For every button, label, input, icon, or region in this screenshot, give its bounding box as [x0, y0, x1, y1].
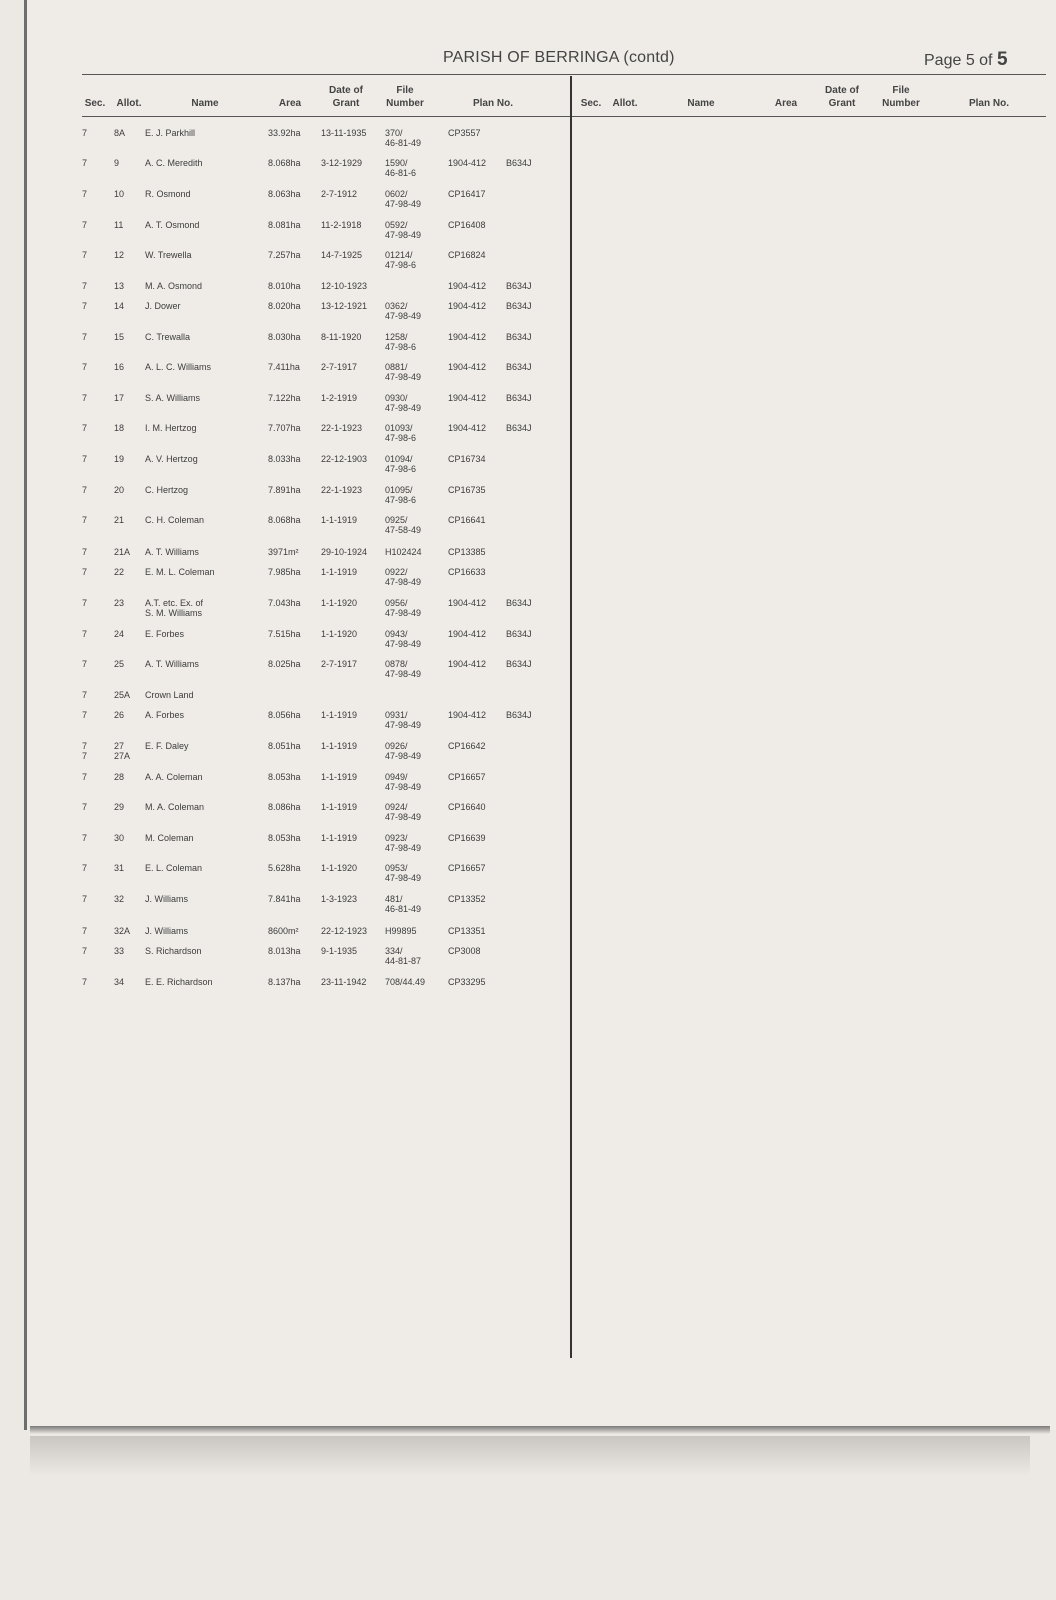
cell-plan: CP16642 [448, 741, 486, 751]
cell-plan: CP13351 [448, 926, 486, 936]
cell-file: 334/ 44-81-87 [385, 946, 422, 966]
cell-sec: 7 [82, 926, 88, 936]
cell-sec: 7 [82, 710, 88, 720]
right-col-header-allot: Allot. [612, 98, 638, 109]
right-col-header-area: Area [774, 98, 798, 109]
cell-area: 7.122ha [268, 393, 301, 403]
cell-plan-sheet: B634J [506, 301, 532, 311]
cell-date: 13-11-1935 [321, 128, 367, 138]
cell-plan: CP3008 [448, 946, 481, 956]
right-col-header-file [873, 84, 929, 110]
cell-area: 7.411ha [268, 362, 300, 372]
cell-name: J. Williams [145, 926, 188, 936]
cell-area: 33.92ha [268, 128, 301, 138]
left-col-header-date [318, 84, 374, 110]
cell-file: 481/ 46-81-49 [385, 894, 422, 914]
cell-date: 22-1-1923 [321, 485, 363, 495]
cell-sec: 7 [82, 863, 88, 873]
cell-area: 7.841ha [268, 894, 301, 904]
cell-file: 370/ 46-81-49 [385, 128, 422, 148]
right-col-header-date-line2: Grant [828, 98, 856, 109]
cell-plan: CP16824 [448, 250, 486, 260]
cell-allot: 12 [114, 250, 125, 260]
cell-file: 0878/ 47-98-49 [385, 659, 422, 679]
cell-date: 1-1-1919 [321, 515, 358, 525]
cell-allot: 18 [114, 423, 125, 433]
cell-file: 0923/ 47-98-49 [385, 833, 422, 853]
cell-plan: CP16657 [448, 772, 486, 782]
cell-sec: 7 [82, 772, 88, 782]
cell-file: 01214/ 47-98-6 [385, 250, 417, 270]
cell-area: 8.053ha [268, 772, 301, 782]
cell-plan: 1904-412 [448, 332, 487, 342]
cell-allot: 33 [114, 946, 125, 956]
cell-date: 9-1-1935 [321, 946, 358, 956]
cell-file: 01094/ 47-98-6 [385, 454, 417, 474]
cell-file: 0953/ 47-98-49 [385, 863, 422, 883]
cell-date: 2-7-1917 [321, 362, 358, 372]
cell-plan-sheet: B634J [506, 598, 532, 608]
cell-area: 8.137ha [268, 977, 301, 987]
cell-name: E. E. Richardson [145, 977, 213, 987]
cell-area: 8600m² [268, 926, 299, 936]
right-col-header-file-line2: Number [882, 98, 920, 109]
cell-plan: 1904-412 [448, 598, 487, 608]
cell-allot: 31 [114, 863, 125, 873]
cell-area: 7.891ha [268, 485, 301, 495]
cell-sec: 7 [82, 833, 88, 843]
cell-area: 7.515ha [268, 629, 301, 639]
cell-sec: 7 [82, 332, 88, 342]
cell-name: A. T. Williams [145, 547, 199, 557]
cell-name: A. V. Hertzog [145, 454, 198, 464]
cell-sec: 7 [82, 362, 88, 372]
cell-plan: CP16640 [448, 802, 486, 812]
cell-name: A. Forbes [145, 710, 185, 720]
cell-name: C. H. Coleman [145, 515, 205, 525]
cell-allot: 30 [114, 833, 125, 843]
cell-area: 8.030ha [268, 332, 301, 342]
cell-date: 1-1-1919 [321, 772, 358, 782]
cell-name: I. M. Hertzog [145, 423, 197, 433]
cell-sec: 7 [82, 802, 88, 812]
cell-sec: 7 [82, 189, 88, 199]
cell-allot: 27 27A [114, 741, 131, 761]
cell-allot: 9 [114, 158, 120, 168]
cell-date: 1-1-1919 [321, 567, 358, 577]
cell-plan-sheet: B634J [506, 710, 532, 720]
column-divider [570, 76, 572, 1358]
right-col-header-date-line1: Date of [825, 85, 859, 96]
cell-file: 0592/ 47-98-49 [385, 220, 422, 240]
cell-name: A. A. Coleman [145, 772, 203, 782]
cell-allot: 15 [114, 332, 125, 342]
left-col-header-plan: Plan No. [472, 98, 513, 109]
cell-allot: 13 [114, 281, 125, 291]
header-bottom-rule [82, 116, 1046, 117]
cell-allot: 21 [114, 515, 125, 525]
cell-date: 1-1-1920 [321, 629, 358, 639]
cell-file: 0930/ 47-98-49 [385, 393, 422, 413]
cell-file: 0926/ 47-98-49 [385, 741, 422, 761]
left-col-header-file-line2: Number [386, 98, 424, 109]
cell-name: M. A. Osmond [145, 281, 203, 291]
page-indicator [924, 49, 1008, 71]
cell-name: A. C. Meredith [145, 158, 203, 168]
cell-name: M. A. Coleman [145, 802, 205, 812]
cell-date: 22-12-1923 [321, 926, 368, 936]
cell-name: J. Dower [145, 301, 181, 311]
right-col-header-date [814, 84, 870, 110]
cell-date: 1-1-1920 [321, 863, 358, 873]
cell-date: 13-12-1921 [321, 301, 368, 311]
sheet-edge-shadow [30, 1426, 1050, 1434]
cell-plan: 1904-412 [448, 393, 487, 403]
cell-allot: 21A [114, 547, 131, 557]
cell-name: R. Osmond [145, 189, 191, 199]
cell-plan-sheet: B634J [506, 158, 532, 168]
cell-file: 0924/ 47-98-49 [385, 802, 422, 822]
cell-plan: CP16734 [448, 454, 486, 464]
cell-allot: 11 [114, 220, 124, 230]
cell-area: 8.068ha [268, 515, 301, 525]
cell-sec: 7 [82, 423, 88, 433]
cell-area: 8.086ha [268, 802, 301, 812]
cell-area: 8.010ha [268, 281, 301, 291]
cell-name: E. J. Parkhill [145, 128, 196, 138]
cell-allot: 26 [114, 710, 125, 720]
cell-date: 3-12-1929 [321, 158, 363, 168]
cell-name: C. Trewalla [145, 332, 191, 342]
cell-date: 1-1-1920 [321, 598, 358, 608]
left-col-header-date-line2: Grant [332, 98, 360, 109]
cell-plan: 1904-412 [448, 659, 487, 669]
cell-name: A. T. Williams [145, 659, 199, 669]
cell-plan-sheet: B634J [506, 332, 532, 342]
cell-allot: 17 [114, 393, 125, 403]
cell-plan: CP16641 [448, 515, 486, 525]
cell-plan: 1904-412 [448, 629, 487, 639]
cell-allot: 25 [114, 659, 125, 669]
cell-area: 8.013ha [268, 946, 301, 956]
cell-area: 7.985ha [268, 567, 301, 577]
page-total: 5 [996, 49, 1008, 70]
cell-name: S. A. Williams [145, 393, 201, 403]
cell-name: E. M. L. Coleman [145, 567, 215, 577]
cell-file: 0949/ 47-98-49 [385, 772, 422, 792]
cell-allot: 23 [114, 598, 125, 608]
cell-allot: 10 [114, 189, 125, 199]
cell-plan: 1904-412 [448, 362, 487, 372]
cell-sec: 7 7 [82, 741, 88, 761]
cell-area: 8.081ha [268, 220, 301, 230]
cell-plan: CP16417 [448, 189, 486, 199]
cell-sec: 7 [82, 454, 88, 464]
cell-sec: 7 [82, 547, 88, 557]
left-col-header-file-line1: File [396, 85, 414, 96]
cell-sec: 7 [82, 515, 88, 525]
cell-date: 1-1-1919 [321, 741, 358, 751]
cell-name: E. Forbes [145, 629, 185, 639]
cell-area: 8.063ha [268, 189, 301, 199]
cell-sec: 7 [82, 567, 88, 577]
cell-area: 8.033ha [268, 454, 301, 464]
left-col-header-sec: Sec. [84, 98, 106, 109]
cell-name: A. L. C. Williams [145, 362, 212, 372]
cell-file: 0362/ 47-98-49 [385, 301, 422, 321]
cell-date: 1-1-1919 [321, 802, 358, 812]
cell-file: 0922/ 47-98-49 [385, 567, 422, 587]
header-top-rule [82, 74, 1046, 75]
right-col-header-sec: Sec. [580, 98, 602, 109]
cell-plan-sheet: B634J [506, 393, 532, 403]
cell-name: Crown Land [145, 690, 194, 700]
cell-area: 7.043ha [268, 598, 301, 608]
cell-name: C. Hertzog [145, 485, 189, 495]
cell-area: 8.053ha [268, 833, 301, 843]
cell-allot: 22 [114, 567, 125, 577]
cell-plan-sheet: B634J [506, 362, 532, 372]
cell-name: E. F. Daley [145, 741, 189, 751]
cell-area: 7.257ha [268, 250, 301, 260]
cell-sec: 7 [82, 281, 88, 291]
cell-area: 8.020ha [268, 301, 301, 311]
page-title: PARISH OF BERRINGA (contd) [443, 49, 675, 66]
cell-allot: 32A [114, 926, 131, 936]
cell-name: W. Trewella [145, 250, 192, 260]
cell-sec: 7 [82, 250, 88, 260]
cell-allot: 29 [114, 802, 125, 812]
cell-allot: 8A [114, 128, 126, 138]
cell-date: 23-11-1942 [321, 977, 367, 987]
cell-file: 0602/ 47-98-49 [385, 189, 422, 209]
cell-file: 0931/ 47-98-49 [385, 710, 422, 730]
cell-plan: 1904-412 [448, 158, 487, 168]
right-col-header-name: Name [687, 98, 715, 109]
cell-name: A.T. etc. Ex. of S. M. Williams [145, 598, 204, 618]
cell-area: 7.707ha [268, 423, 301, 433]
cell-date: 11-2-1918 [321, 220, 362, 230]
cell-plan: CP16408 [448, 220, 486, 230]
cell-sec: 7 [82, 301, 88, 311]
cell-area: 8.051ha [268, 741, 301, 751]
left-col-header-allot: Allot. [116, 98, 142, 109]
cell-file: 01093/ 47-98-6 [385, 423, 417, 443]
cell-file: 0956/ 47-98-49 [385, 598, 422, 618]
cell-allot: 34 [114, 977, 125, 987]
cell-allot: 19 [114, 454, 125, 464]
cell-date: 22-1-1923 [321, 423, 363, 433]
cell-plan-sheet: B634J [506, 423, 532, 433]
cell-allot: 28 [114, 772, 125, 782]
cell-plan: CP16639 [448, 833, 486, 843]
cell-sec: 7 [82, 690, 88, 700]
cell-plan: CP3557 [448, 128, 481, 138]
cell-plan: CP13352 [448, 894, 486, 904]
cell-date: 29-10-1924 [321, 547, 368, 557]
cell-sec: 7 [82, 659, 88, 669]
cell-sec: 7 [82, 598, 88, 608]
page-prefix: Page 5 of [924, 52, 993, 69]
scan-smudge [30, 1436, 1030, 1476]
cell-sec: 7 [82, 158, 88, 168]
cell-name: A. T. Osmond [145, 220, 200, 230]
cell-plan: CP16657 [448, 863, 486, 873]
cell-file: 0943/ 47-98-49 [385, 629, 422, 649]
cell-plan-sheet: B634J [506, 659, 532, 669]
cell-date: 1-2-1919 [321, 393, 358, 403]
cell-allot: 16 [114, 362, 125, 372]
cell-plan: 1904-412 [448, 301, 487, 311]
cell-date: 2-7-1912 [321, 189, 358, 199]
cell-plan-sheet: B634J [506, 629, 532, 639]
cell-date: 1-3-1923 [321, 894, 358, 904]
cell-file: H102424 [385, 547, 422, 557]
cell-file: 01095/ 47-98-6 [385, 485, 417, 505]
cell-name: E. L. Coleman [145, 863, 203, 873]
cell-date: 22-12-1903 [321, 454, 368, 464]
cell-area: 8.025ha [268, 659, 301, 669]
cell-area: 3971m² [268, 547, 299, 557]
left-col-header-area: Area [278, 98, 302, 109]
cell-sec: 7 [82, 977, 88, 987]
cell-date: 12-10-1923 [321, 281, 368, 291]
cell-file: 0925/ 47-58-49 [385, 515, 422, 535]
cell-sec: 7 [82, 894, 88, 904]
cell-sec: 7 [82, 128, 88, 138]
cell-plan: CP16633 [448, 567, 486, 577]
cell-allot: 24 [114, 629, 125, 639]
cell-file: H99895 [385, 926, 417, 936]
cell-plan-sheet: B634J [506, 281, 532, 291]
cell-sec: 7 [82, 220, 88, 230]
cell-plan: 1904-412 [448, 423, 487, 433]
cell-file: 1258/ 47-98-6 [385, 332, 417, 352]
cell-plan: CP16735 [448, 485, 486, 495]
cell-file: 1590/ 46-81-6 [385, 158, 417, 178]
cell-date: 1-1-1919 [321, 710, 358, 720]
cell-plan: 1904-412 [448, 710, 487, 720]
cell-sec: 7 [82, 393, 88, 403]
cell-area: 5.628ha [268, 863, 301, 873]
left-col-header-date-line1: Date of [329, 85, 363, 96]
left-col-header-name: Name [191, 98, 219, 109]
cell-date: 8-11-1920 [321, 332, 362, 342]
cell-sec: 7 [82, 629, 88, 639]
cell-sec: 7 [82, 485, 88, 495]
cell-date: 14-7-1925 [321, 250, 363, 260]
cell-file: 0881/ 47-98-49 [385, 362, 422, 382]
cell-allot: 20 [114, 485, 125, 495]
cell-area: 8.068ha [268, 158, 301, 168]
cell-sec: 7 [82, 946, 88, 956]
right-col-header-file-line1: File [892, 85, 910, 96]
cell-name: S. Richardson [145, 946, 202, 956]
cell-area: 8.056ha [268, 710, 301, 720]
cell-date: 2-7-1917 [321, 659, 358, 669]
cell-plan: CP13385 [448, 547, 486, 557]
cell-file: 708/44.49 [385, 977, 426, 987]
cell-plan: CP33295 [448, 977, 486, 987]
cell-allot: 32 [114, 894, 125, 904]
left-col-header-file [377, 84, 433, 110]
right-col-header-plan: Plan No. [968, 98, 1009, 109]
cell-allot: 25A [114, 690, 131, 700]
cell-name: M. Coleman [145, 833, 194, 843]
cell-name: J. Williams [145, 894, 188, 904]
cell-allot: 14 [114, 301, 125, 311]
cell-date: 1-1-1919 [321, 833, 358, 843]
cell-plan: 1904-412 [448, 281, 487, 291]
